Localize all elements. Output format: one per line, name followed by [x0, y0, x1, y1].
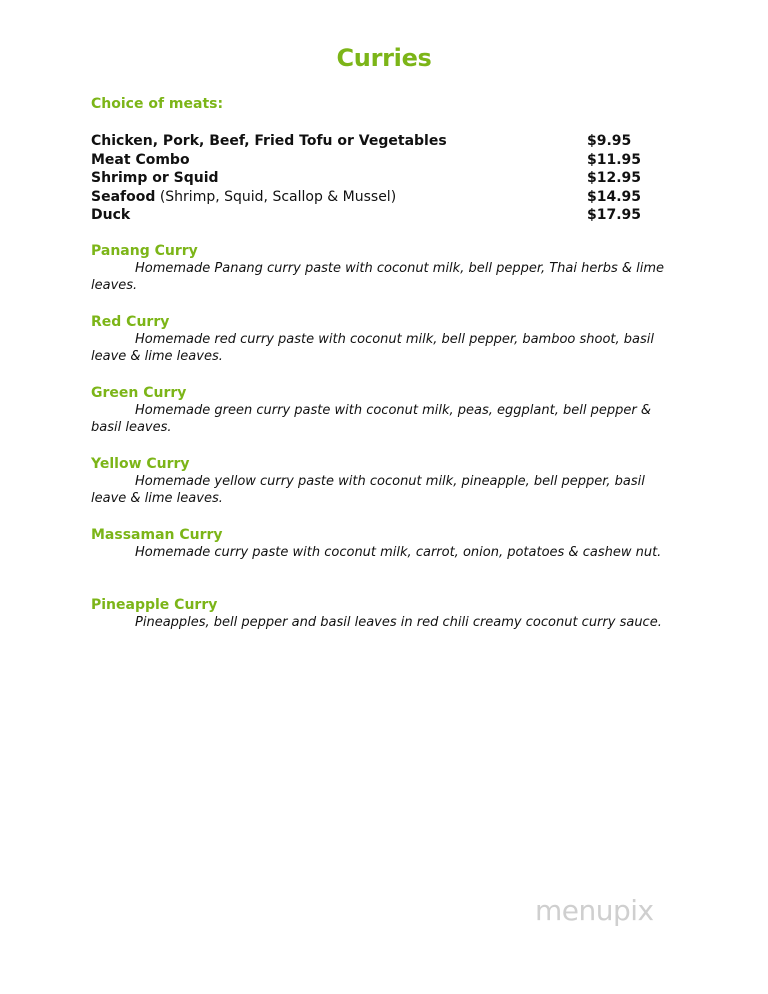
meat-price: $14.95: [587, 188, 642, 205]
price-row: [91, 188, 651, 207]
meat-name: Shrimp or Squid: [91, 170, 219, 186]
meat-name: Seafood: [91, 188, 156, 205]
curry-name: Green Curry: [91, 385, 187, 401]
meat-price: $12.95: [587, 170, 642, 186]
curry-item-green: [91, 385, 681, 436]
curry-item-yellow: [91, 456, 681, 507]
choice-of-meats-label: Choice of meats:: [91, 96, 224, 112]
curry-item-red: [91, 314, 681, 365]
meat-price: $9.95: [587, 133, 632, 149]
curry-description: Homemade red curry paste with coconut milk, bell pepper, bamboo shoot, basil leave & lime leaves.: [91, 332, 654, 364]
curry-name: Red Curry: [91, 314, 170, 330]
curry-description: Homemade Panang curry paste with coconut milk, bell pepper, Thai herbs & lime leaves.: [91, 261, 665, 293]
page-title: Curries: [336, 44, 432, 72]
price-row: [91, 132, 651, 151]
meat-name: Chicken, Pork, Beef, Fried Tofu or Vegetables: [91, 133, 447, 149]
price-row: [91, 151, 651, 170]
price-list: [91, 132, 651, 225]
curry-item-pineapple: [91, 597, 681, 631]
meat-price: $11.95: [587, 151, 642, 168]
curry-description: Pineapples, bell pepper and basil leaves in red chili creamy coconut curry sauce.: [135, 615, 662, 630]
meat-detail: (Shrimp, Squid, Scallop & Mussel): [155, 188, 397, 205]
price-row: [91, 169, 651, 188]
curry-description: Homemade yellow curry paste with coconut milk, pineapple, bell pepper, basil leave & lime leaves.: [91, 474, 645, 506]
meat-price: $17.95: [587, 207, 642, 223]
price-row: [91, 206, 651, 225]
curry-item-panang: [91, 243, 681, 294]
curry-name: Pineapple Curry: [91, 597, 218, 613]
curry-name: Panang Curry: [91, 243, 198, 259]
curry-description: Homemade curry paste with coconut milk, carrot, onion, potatoes & cashew nut.: [135, 545, 662, 560]
curry-item-massaman: [91, 527, 681, 561]
curry-name: Yellow Curry: [91, 456, 190, 472]
menupix-watermark: menupix: [535, 894, 654, 927]
meat-name: Meat Combo: [91, 151, 190, 168]
meat-name: Duck: [91, 207, 131, 223]
curry-description: Homemade green curry paste with coconut milk, peas, eggplant, bell pepper & basil leaves.: [91, 403, 651, 435]
curry-name: Massaman Curry: [91, 527, 223, 543]
